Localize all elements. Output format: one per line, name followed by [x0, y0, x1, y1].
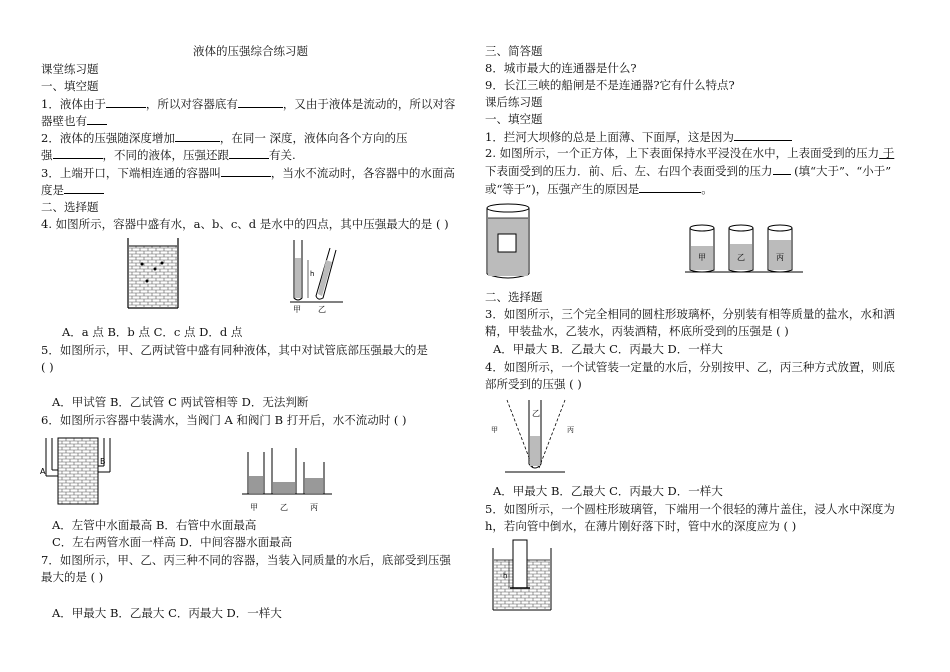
question-5-cont: ( )	[41, 360, 54, 374]
label-valve-a: A	[40, 467, 46, 476]
two-test-tubes-figure	[288, 238, 348, 318]
question-4-options: A．a 点 B．b 点 C．c 点 D．d 点	[62, 325, 243, 339]
cube-in-water-figure	[483, 202, 533, 282]
tube-with-plate-figure	[489, 538, 557, 614]
after-question-3: 3．如图所示，三个完全相同的圆柱形玻璃杯，分别装有相等质量的盐水，水和酒	[485, 307, 895, 321]
label-h: h	[503, 572, 508, 580]
label-jia: 甲	[293, 305, 301, 314]
after-question-2	[485, 146, 894, 161]
r2-part-b: 下表面受到的压力．前、后、左、右四个表面受到的压力	[485, 164, 773, 178]
section-short-answer: 三、简答题	[485, 44, 543, 58]
label-yi: 乙	[532, 409, 540, 418]
label-yi: 乙	[318, 305, 326, 314]
page-title: 液体的压强综合练习题	[193, 44, 308, 58]
after-question-4-options: A．甲最大 B．乙最大 C．丙最大 D．一样大	[493, 484, 723, 498]
after-question-5-cont: h，若向管中倒水，在薄片刚好落下时，管中水的深度应为 ( )	[485, 519, 797, 533]
section-choice-2: 二、选择题	[485, 290, 543, 304]
container-with-points-figure	[120, 236, 190, 316]
section-fill-blank: 一、填空题	[41, 79, 99, 93]
tilted-test-tube-figure	[485, 396, 580, 478]
question-7-options: A．甲最大 B．乙最大 C．丙最大 D．一样大	[52, 606, 282, 620]
section-fill-blank-2: 一、填空题	[485, 112, 543, 126]
q3-part-c: 度是	[41, 183, 64, 197]
q1-part-a: 1．液体由于	[41, 97, 106, 111]
section-after-class: 课后练习题	[485, 95, 543, 109]
after-question-3-options: A．甲最大 B．乙最大 C．丙最大 D．一样大	[493, 342, 723, 356]
label-bing: 丙	[776, 253, 784, 262]
q2-part-a: 2．液体的压强随深度增加	[41, 131, 175, 145]
answer-blank[interactable]	[639, 181, 701, 193]
r2-part-c: (填“大于”、“小于”	[790, 164, 892, 178]
after-question-5: 5．如图所示，一个圆柱形玻璃管，下端用一个很轻的薄片盖住，浸人水中深度为	[485, 502, 895, 516]
question-2	[41, 130, 407, 146]
answer-blank[interactable]	[53, 147, 103, 159]
question-9: 9．长江三峡的船闸是不是连通器?它有什么特点?	[485, 78, 735, 92]
question-6-options-1: A．左管中水面最高 B．右管中水面最高	[52, 518, 257, 532]
answer-blank[interactable]	[106, 96, 146, 108]
label-yi: 乙	[737, 253, 745, 262]
question-6: 6．如图所示容器中装满水，当阀门 A 和阀门 B 打开后，水不流动时 ( )	[41, 413, 407, 427]
q2-part-b: ，在同一 深度，液体向各个方向的压	[219, 131, 408, 145]
q1-part-c: ，又由于液体是流动的，所以对容	[282, 97, 456, 111]
q1-part-b: ，所以对容器底有	[145, 97, 238, 111]
label-bing: 丙	[310, 503, 318, 512]
after-question-4-cont: 部所受到的压强 ( )	[485, 377, 582, 391]
question-5-options: A．甲试管 B．乙试管 C 两试管相等 D．无法判断	[52, 395, 309, 409]
answer-blank[interactable]	[64, 182, 104, 194]
r1-text: 1．拦河大坝修的总是上面薄、下面厚，这是因为	[485, 130, 734, 144]
label-yi: 乙	[280, 503, 288, 512]
container-with-valves-figure	[38, 432, 113, 510]
answer-blank[interactable]	[175, 130, 220, 142]
question-7: 7．如图所示，甲、乙、丙三种不同的容器，当装入同质量的水后，底部受到压强	[41, 553, 451, 567]
after-question-2-cont2	[485, 181, 713, 197]
answer-blank[interactable]	[229, 147, 269, 159]
label-jia: 甲	[491, 426, 498, 434]
svg-text:h: h	[310, 270, 315, 278]
q1-part-d: 器壁也有	[41, 114, 87, 128]
section-class-exercises: 课堂练习题	[41, 62, 99, 76]
label-jia: 甲	[698, 253, 706, 262]
three-glasses-figure	[685, 222, 805, 277]
after-question-3-cont: 精，甲装盐水，乙装水，丙装酒精，杯底所受到的压强是 ( )	[485, 324, 789, 338]
answer-blank[interactable]	[238, 96, 283, 108]
label-bing: 丙	[567, 426, 574, 434]
q2-part-d: ，不同的液体，压强还跟	[102, 148, 229, 162]
question-1-cont	[41, 113, 107, 129]
after-question-1	[485, 129, 792, 145]
question-7-cont: 最大的是 ( )	[41, 570, 104, 584]
r2-underlined: 于	[879, 146, 895, 160]
question-1	[41, 96, 455, 112]
question-4: 4. 如图所示，容器中盛有水，a、b、c、d 是水中的四点，其中压强最大的是 ( )	[41, 217, 449, 231]
label-valve-b: B	[100, 457, 106, 466]
q2-part-e: 有关.	[269, 148, 296, 162]
q2-part-c: 强	[41, 148, 53, 162]
label-jia: 甲	[250, 503, 258, 512]
answer-blank[interactable]	[734, 129, 792, 141]
question-2-cont	[41, 147, 296, 163]
r2-part-e: 。	[701, 182, 713, 196]
answer-blank[interactable]	[773, 163, 791, 175]
question-3	[41, 165, 455, 181]
q3-part-b: ，当水不流动时，各容器中的水面高	[270, 166, 455, 180]
question-3-cont	[41, 182, 104, 198]
answer-blank[interactable]	[87, 113, 107, 125]
three-containers-figure	[240, 442, 335, 520]
after-question-4: 4．如图所示，一个试管装一定量的水后，分别按甲、乙，丙三种方式放置，则底	[485, 360, 895, 374]
answer-blank[interactable]	[221, 165, 271, 177]
section-choice: 二、选择题	[41, 200, 99, 214]
q3-part-a: 3．上端开口，下端相连通的容器叫	[41, 166, 221, 180]
right-column	[475, 0, 950, 672]
question-6-options-2: C．左右两管水面一样高 D．中间容器水面最高	[52, 535, 293, 549]
after-question-2-cont	[485, 163, 891, 179]
question-5: 5．如图所示，甲、乙两试管中盛有同种液体，其中对试管底部压强最大的是	[41, 343, 428, 357]
r2-part-d: 或“等于”)，压强产生的原因是	[485, 182, 640, 196]
question-8: 8．城市最大的连通器是什么?	[485, 61, 637, 75]
r2-part-a: 2. 如图所示，一个正方体，上下表面保持水平浸没在水中，上表面受到的压力	[485, 146, 880, 160]
